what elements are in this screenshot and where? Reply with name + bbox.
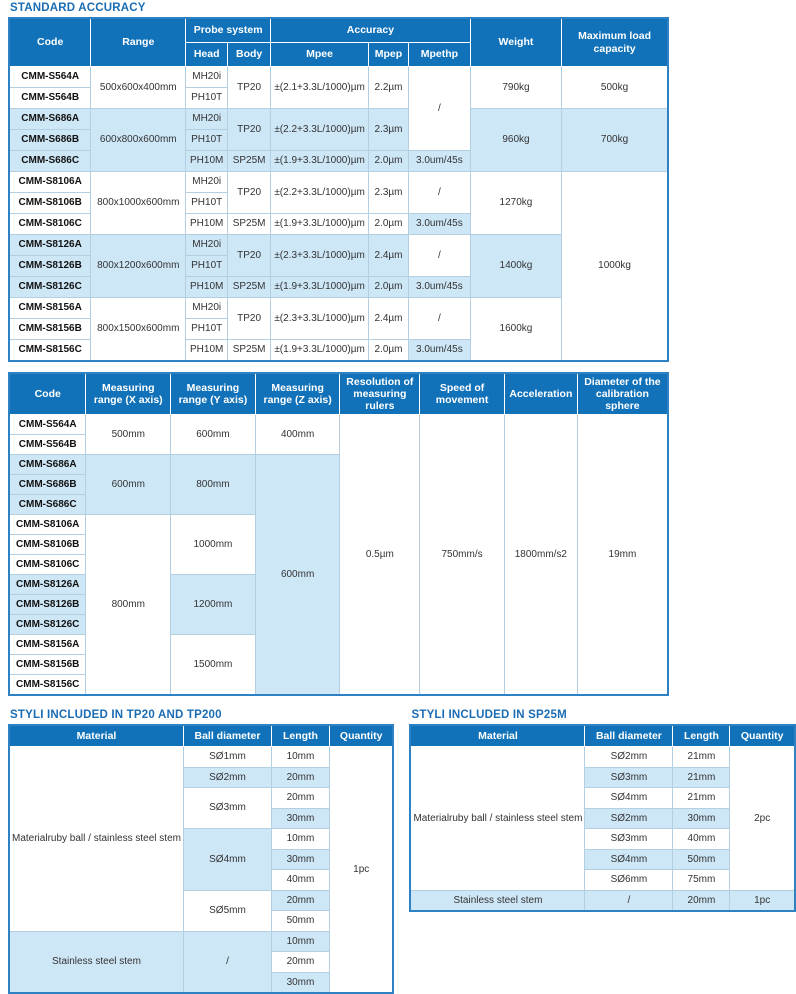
- code-cell: CMM-S8106C: [9, 555, 86, 575]
- table-cell: 2.4µm: [369, 235, 409, 277]
- code-cell: CMM-S8106B: [9, 535, 86, 555]
- table-cell: 1200mm: [171, 575, 256, 635]
- table-cell: 75mm: [673, 870, 730, 891]
- table-cell: 30mm: [271, 972, 329, 993]
- table-cell: ±(2.1+3.3L/1000)µm: [271, 67, 369, 109]
- table-cell: /: [408, 67, 470, 151]
- table-cell: Materialruby ball / stainless steel stem: [410, 747, 584, 891]
- table-cell: 40mm: [271, 870, 329, 891]
- column-header: Mpethp: [408, 43, 470, 67]
- table-cell: 0.5µm: [340, 415, 420, 696]
- column-header: Measuring range (X axis): [86, 373, 171, 415]
- table-cell: PH10T: [186, 88, 228, 109]
- code-cell: CMM-S8106A: [9, 172, 91, 193]
- table-cell: 3.0um/45s: [408, 340, 470, 362]
- table-cell: 800mm: [171, 455, 256, 515]
- table-cell: ±(1.9+3.3L/1000)µm: [271, 277, 369, 298]
- table-cell: PH10T: [186, 319, 228, 340]
- code-cell: CMM-S564B: [9, 88, 91, 109]
- standard-accuracy-table: [8, 17, 669, 362]
- table-cell: /: [183, 931, 271, 993]
- table-cell: 30mm: [271, 808, 329, 829]
- section-title-standard-accuracy: STANDARD ACCURACY: [10, 2, 146, 14]
- column-header: Speed of movement: [420, 373, 505, 415]
- table-row: [9, 373, 668, 415]
- column-header: Range: [91, 18, 186, 67]
- table-cell: 21mm: [673, 788, 730, 809]
- column-header: Mpep: [369, 43, 409, 67]
- column-header: Length: [271, 725, 329, 747]
- table-cell: 1500mm: [171, 635, 256, 696]
- table-row: [410, 747, 794, 768]
- table-row: [9, 725, 393, 747]
- code-cell: CMM-S8126B: [9, 256, 91, 277]
- table-cell: SØ4mm: [585, 788, 673, 809]
- table-cell: 30mm: [271, 849, 329, 870]
- table-cell: 20mm: [271, 952, 329, 973]
- code-cell: CMM-S8156A: [9, 635, 86, 655]
- styli-sp25m-section: [409, 709, 795, 912]
- column-header: Ball diameter: [585, 725, 673, 747]
- code-cell: CMM-S8156C: [9, 675, 86, 696]
- table-cell: PH10T: [186, 193, 228, 214]
- table-cell: SØ5mm: [183, 890, 271, 931]
- table-row: [410, 890, 794, 911]
- table-cell: TP20: [228, 235, 271, 277]
- table-cell: 500kg: [562, 67, 668, 109]
- table-cell: TP20: [228, 172, 271, 214]
- column-header: Measuring range (Y axis): [171, 373, 256, 415]
- styli-tables-row: [8, 709, 784, 994]
- table-cell: SØ3mm: [585, 829, 673, 850]
- column-header: Probe system: [186, 18, 271, 43]
- table-cell: /: [585, 890, 673, 911]
- table-cell: ±(2.2+3.3L/1000)µm: [271, 172, 369, 214]
- code-cell: CMM-S8156A: [9, 298, 91, 319]
- table-cell: ±(1.9+3.3L/1000)µm: [271, 340, 369, 362]
- table-row: [9, 415, 668, 435]
- table-cell: 750mm/s: [420, 415, 505, 696]
- table-cell: SØ3mm: [585, 767, 673, 788]
- code-cell: CMM-S8126C: [9, 615, 86, 635]
- table-cell: TP20: [228, 109, 271, 151]
- table-cell: 3.0um/45s: [408, 214, 470, 235]
- table-cell: TP20: [228, 67, 271, 109]
- table-cell: 790kg: [470, 67, 561, 109]
- column-header: Diameter of the calibration sphere: [577, 373, 668, 415]
- table-cell: 2.2µm: [369, 67, 409, 109]
- table-cell: SØ2mm: [183, 767, 271, 788]
- table-cell: SØ2mm: [585, 747, 673, 768]
- table-cell: 10mm: [271, 747, 329, 768]
- code-cell: CMM-S8156B: [9, 655, 86, 675]
- table-cell: 2.3µm: [369, 109, 409, 151]
- table-cell: 500x600x400mm: [91, 67, 186, 109]
- code-cell: CMM-S8106C: [9, 214, 91, 235]
- code-cell: CMM-S8126C: [9, 277, 91, 298]
- table-cell: 2.3µm: [369, 172, 409, 214]
- table-cell: PH10M: [186, 340, 228, 362]
- column-header: Acceleration: [504, 373, 577, 415]
- table-cell: Stainless steel stem: [410, 890, 584, 911]
- table-cell: 800mm: [86, 515, 171, 696]
- code-cell: CMM-S686B: [9, 130, 91, 151]
- table-cell: SØ4mm: [183, 829, 271, 891]
- table-cell: 2pc: [730, 747, 795, 891]
- code-cell: CMM-S8156C: [9, 340, 91, 362]
- table-cell: MH20i: [186, 109, 228, 130]
- table-cell: /: [408, 235, 470, 277]
- table-row: [9, 109, 668, 130]
- measuring-range-table: [8, 372, 669, 696]
- table-cell: MH20i: [186, 298, 228, 319]
- table-cell: 400mm: [255, 415, 340, 455]
- table-cell: 1000mm: [171, 515, 256, 575]
- table-cell: 1400kg: [470, 235, 561, 298]
- section-title-styli-sp25m: STYLI INCLUDED IN SP25M: [411, 709, 567, 722]
- table-row: [9, 18, 668, 43]
- code-cell: CMM-S8126B: [9, 595, 86, 615]
- table-cell: 21mm: [673, 767, 730, 788]
- code-cell: CMM-S8126A: [9, 235, 91, 256]
- column-header: Head: [186, 43, 228, 67]
- table-cell: ±(1.9+3.3L/1000)µm: [271, 214, 369, 235]
- column-header: Code: [9, 373, 86, 415]
- table-cell: 50mm: [271, 911, 329, 932]
- code-cell: CMM-S8126A: [9, 575, 86, 595]
- table-cell: ±(1.9+3.3L/1000)µm: [271, 151, 369, 172]
- table-cell: PH10T: [186, 256, 228, 277]
- styli-tp20-section: [8, 709, 394, 994]
- table-cell: 800x1500x600mm: [91, 298, 186, 362]
- column-header: Accuracy: [271, 18, 471, 43]
- table-cell: 20mm: [271, 890, 329, 911]
- code-cell: CMM-S686C: [9, 495, 86, 515]
- table-cell: 600mm: [171, 415, 256, 455]
- table-cell: 10mm: [271, 829, 329, 850]
- column-header: Measuring range (Z axis): [255, 373, 340, 415]
- spacer: [8, 696, 669, 709]
- table-cell: 1270kg: [470, 172, 561, 235]
- column-header: Material: [410, 725, 584, 747]
- table-cell: PH10M: [186, 214, 228, 235]
- table-cell: 50mm: [673, 849, 730, 870]
- table-cell: ±(2.3+3.3L/1000)µm: [271, 235, 369, 277]
- table-cell: Materialruby ball / stainless steel stem: [9, 747, 183, 932]
- table-cell: PH10M: [186, 277, 228, 298]
- table-cell: 1800mm/s2: [504, 415, 577, 696]
- table-cell: MH20i: [186, 67, 228, 88]
- table-cell: SP25M: [228, 340, 271, 362]
- column-header: Quantity: [730, 725, 795, 747]
- column-header: Body: [228, 43, 271, 67]
- code-cell: CMM-S686B: [9, 475, 86, 495]
- table-row: [9, 172, 668, 193]
- table-cell: 600mm: [86, 455, 171, 515]
- table-cell: 1000kg: [562, 172, 668, 362]
- code-cell: CMM-S686A: [9, 109, 91, 130]
- table-cell: TP20: [228, 298, 271, 340]
- column-header: Weight: [470, 18, 561, 67]
- table-cell: MH20i: [186, 235, 228, 256]
- spacer: [8, 362, 669, 372]
- table-cell: SØ3mm: [183, 788, 271, 829]
- table-cell: 3.0um/45s: [408, 151, 470, 172]
- table-cell: 1pc: [329, 747, 393, 994]
- table-cell: 20mm: [271, 767, 329, 788]
- column-header: Code: [9, 18, 91, 67]
- column-header: Ball diameter: [183, 725, 271, 747]
- table-cell: /: [408, 298, 470, 340]
- table-cell: 800x1200x600mm: [91, 235, 186, 298]
- table-cell: 1pc: [730, 890, 795, 911]
- table-cell: 1600kg: [470, 298, 561, 362]
- code-cell: CMM-S8106B: [9, 193, 91, 214]
- table-cell: SP25M: [228, 151, 271, 172]
- table-cell: ±(2.2+3.3L/1000)µm: [271, 109, 369, 151]
- table-cell: SØ1mm: [183, 747, 271, 768]
- table-cell: 600x800x600mm: [91, 109, 186, 172]
- table-cell: 3.0um/45s: [408, 277, 470, 298]
- table-cell: PH10T: [186, 130, 228, 151]
- table-cell: SØ6mm: [585, 870, 673, 891]
- table-cell: 600mm: [255, 455, 340, 696]
- code-cell: CMM-S8156B: [9, 319, 91, 340]
- table-cell: 10mm: [271, 931, 329, 952]
- table-cell: SØ2mm: [585, 808, 673, 829]
- table-cell: 700kg: [562, 109, 668, 172]
- section-title-styli-tp20: STYLI INCLUDED IN TP20 AND TP200: [10, 709, 222, 722]
- table-cell: 21mm: [673, 747, 730, 768]
- table-cell: 20mm: [271, 788, 329, 809]
- table-row: [9, 67, 668, 88]
- code-cell: CMM-S686C: [9, 151, 91, 172]
- column-header: Material: [9, 725, 183, 747]
- table-cell: 40mm: [673, 829, 730, 850]
- code-cell: CMM-S564B: [9, 435, 86, 455]
- table-cell: 500mm: [86, 415, 171, 455]
- column-header: Length: [673, 725, 730, 747]
- column-header: Quantity: [329, 725, 393, 747]
- table-cell: SP25M: [228, 214, 271, 235]
- table-cell: 30mm: [673, 808, 730, 829]
- table-cell: 2.0µm: [369, 340, 409, 362]
- table-row: [410, 725, 794, 747]
- table-cell: PH10M: [186, 151, 228, 172]
- table-cell: 2.0µm: [369, 151, 409, 172]
- column-header: Maximum load capacity: [562, 18, 668, 67]
- code-cell: CMM-S686A: [9, 455, 86, 475]
- column-header: Resolution of measuring rulers: [340, 373, 420, 415]
- column-header: Mpee: [271, 43, 369, 67]
- table-cell: 960kg: [470, 109, 561, 172]
- table-cell: 2.0µm: [369, 214, 409, 235]
- table-row: [9, 747, 393, 768]
- table-cell: /: [408, 172, 470, 214]
- table-cell: ±(2.3+3.3L/1000)µm: [271, 298, 369, 340]
- styli-sp25m-table: [409, 724, 795, 912]
- table-cell: MH20i: [186, 172, 228, 193]
- code-cell: CMM-S564A: [9, 415, 86, 435]
- table-cell: SØ4mm: [585, 849, 673, 870]
- table-cell: 2.0µm: [369, 277, 409, 298]
- table-cell: 19mm: [577, 415, 668, 696]
- table-cell: 20mm: [673, 890, 730, 911]
- table-cell: SP25M: [228, 277, 271, 298]
- table-cell: 800x1000x600mm: [91, 172, 186, 235]
- styli-tp20-table: [8, 724, 394, 994]
- code-cell: CMM-S564A: [9, 67, 91, 88]
- table-cell: 2.4µm: [369, 298, 409, 340]
- code-cell: CMM-S8106A: [9, 515, 86, 535]
- table-cell: Stainless steel stem: [9, 931, 183, 993]
